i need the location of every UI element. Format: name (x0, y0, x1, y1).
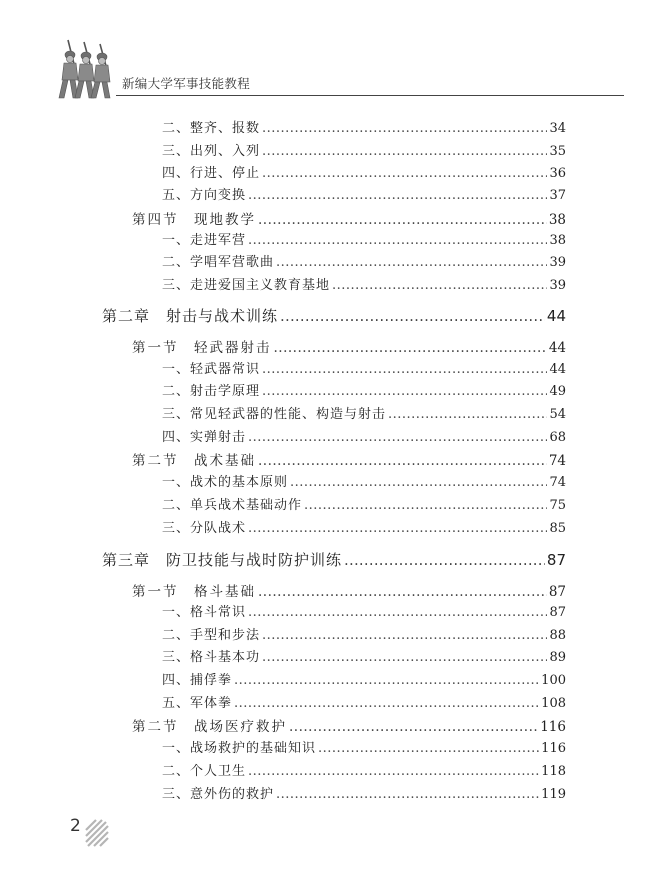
dot-leader (248, 764, 539, 779)
toc-entry-title: 三、走进爱国主义教育基地 (162, 278, 331, 293)
toc-page-number: 85 (549, 521, 566, 536)
toc-item[interactable] (162, 646, 566, 665)
toc-entry-title: 一、走进军营 (162, 233, 247, 248)
dot-leader (290, 475, 547, 490)
dot-leader (234, 673, 539, 688)
dot-leader (304, 498, 547, 513)
toc-entry-title: 二、个人卫生 (162, 764, 247, 779)
toc-entry-title: 二、整齐、报数 (162, 121, 261, 136)
toc-page-number: 87 (548, 584, 566, 600)
toc-item[interactable] (162, 783, 566, 802)
toc-page-number: 44 (548, 340, 566, 356)
toc-item[interactable] (162, 140, 566, 159)
toc-item[interactable] (162, 692, 566, 711)
dot-leader (276, 787, 539, 802)
toc-entry-title: 二、单兵战术基础动作 (162, 498, 303, 513)
toc-page-number: 100 (541, 673, 566, 688)
toc-page-number: 118 (541, 764, 566, 779)
dot-leader (274, 340, 547, 356)
toc-page-number: 119 (541, 787, 566, 802)
toc-entry-title: 三、常见轻武器的性能、构造与射击 (162, 407, 387, 422)
toc-item[interactable] (162, 358, 566, 377)
toc-item[interactable] (162, 601, 566, 620)
toc-page-number: 87 (546, 551, 566, 569)
dot-leader (262, 650, 547, 665)
toc-page-number: 34 (549, 121, 566, 136)
toc-page-number: 88 (549, 628, 566, 643)
dot-leader (280, 307, 545, 325)
toc-item[interactable] (162, 669, 566, 688)
toc-page-number: 116 (540, 719, 566, 735)
toc-entry-title: 第三章 防卫技能与战时防护训练 (102, 551, 343, 569)
toc-chapter[interactable] (102, 305, 566, 326)
book-title: 新编大学军事技能教程 (122, 76, 251, 91)
toc-entry-title: 第二章 射击与战术训练 (102, 307, 279, 325)
dot-leader (248, 188, 547, 203)
dot-leader (262, 362, 547, 377)
toc-entry-title: 一、战术的基本原则 (162, 475, 289, 490)
running-header (54, 38, 574, 100)
toc-item[interactable] (162, 471, 566, 490)
dot-leader (248, 233, 547, 248)
toc-page-number: 44 (549, 362, 566, 377)
toc-entry-title: 三、意外伤的救护 (162, 787, 275, 802)
toc-item[interactable] (162, 760, 566, 779)
toc-page-number: 89 (549, 650, 566, 665)
toc-entry-title: 第一节 格斗基础 (132, 584, 256, 600)
toc-entry-title: 二、手型和步法 (162, 628, 261, 643)
toc-page-number: 35 (549, 144, 566, 159)
toc-entry-title: 三、分队战术 (162, 521, 247, 536)
dot-leader (258, 212, 547, 228)
toc-page-number: 38 (549, 233, 566, 248)
toc-page-number: 75 (549, 498, 566, 513)
toc-page-number: 44 (546, 307, 566, 325)
toc-item[interactable] (162, 517, 566, 536)
toc-entry-title: 第一节 轻武器射击 (132, 340, 272, 356)
toc-item[interactable] (162, 624, 566, 643)
toc-item[interactable] (162, 737, 566, 756)
toc-page-number: 116 (541, 741, 566, 756)
dot-leader (318, 741, 539, 756)
toc-page-number: 38 (548, 212, 566, 228)
dot-leader (258, 584, 547, 600)
toc-entry-title: 四、捕俘拳 (162, 673, 233, 688)
toc-entry-title: 一、格斗常识 (162, 605, 247, 620)
toc-section[interactable] (132, 336, 566, 356)
toc-entry-title: 五、军体拳 (162, 696, 233, 711)
toc-item[interactable] (162, 184, 566, 203)
toc-entry-title: 二、射击学原理 (162, 384, 261, 399)
toc-page-number: 37 (549, 188, 566, 203)
toc-entry-title: 一、轻武器常识 (162, 362, 261, 377)
toc-section[interactable] (132, 715, 566, 735)
toc-page-number: 39 (549, 278, 566, 293)
toc-page-number: 39 (549, 255, 566, 270)
dot-leader (262, 628, 547, 643)
toc-page-number: 74 (548, 453, 566, 469)
toc-section[interactable] (132, 580, 566, 600)
toc-page-number: 108 (541, 696, 566, 711)
toc-page-number: 54 (549, 407, 566, 422)
toc-section[interactable] (132, 208, 566, 228)
toc-entry-title: 二、学唱军营歌曲 (162, 255, 275, 270)
dot-leader (248, 521, 547, 536)
diagonal-stripes-icon (82, 816, 112, 850)
toc-item[interactable] (162, 426, 566, 445)
toc-entry-title: 第四节 现地教学 (132, 212, 256, 228)
dot-leader (262, 144, 547, 159)
toc-section[interactable] (132, 449, 566, 469)
page-number: 2 (70, 816, 81, 836)
toc-item[interactable] (162, 274, 566, 293)
toc-item[interactable] (162, 403, 566, 422)
toc-entry-title: 四、实弹射击 (162, 430, 247, 445)
toc-item[interactable] (162, 494, 566, 513)
dot-leader (262, 384, 547, 399)
dot-leader (262, 166, 547, 181)
dot-leader (248, 430, 547, 445)
toc-page-number: 87 (549, 605, 566, 620)
toc-item[interactable] (162, 251, 566, 270)
toc-entry-title: 第二节 战场医疗救护 (132, 719, 287, 735)
toc-page-number: 68 (549, 430, 566, 445)
toc-entry-title: 四、行进、停止 (162, 166, 261, 181)
dot-leader (234, 696, 539, 711)
toc-item[interactable] (162, 229, 566, 248)
dot-leader (332, 278, 547, 293)
header-divider (116, 95, 624, 96)
toc-item[interactable] (162, 162, 566, 181)
dot-leader (289, 719, 538, 735)
dot-leader (248, 605, 547, 620)
dot-leader (388, 407, 547, 422)
toc-item[interactable] (162, 117, 566, 136)
toc-entry-title: 一、战场救护的基础知识 (162, 741, 317, 756)
toc-chapter[interactable] (102, 549, 566, 570)
toc-entry-title: 第二节 战术基础 (132, 453, 256, 469)
toc-page-number: 49 (549, 384, 566, 399)
toc-page-number: 36 (549, 166, 566, 181)
marching-soldiers-icon (54, 38, 124, 100)
toc-entry-title: 五、方向变换 (162, 188, 247, 203)
dot-leader (344, 551, 545, 569)
toc-item[interactable] (162, 380, 566, 399)
dot-leader (262, 121, 547, 136)
toc-entry-title: 三、出列、入列 (162, 144, 261, 159)
toc-entry-title: 三、格斗基本功 (162, 650, 261, 665)
dot-leader (258, 453, 547, 469)
dot-leader (276, 255, 547, 270)
toc-page-number: 74 (549, 475, 566, 490)
